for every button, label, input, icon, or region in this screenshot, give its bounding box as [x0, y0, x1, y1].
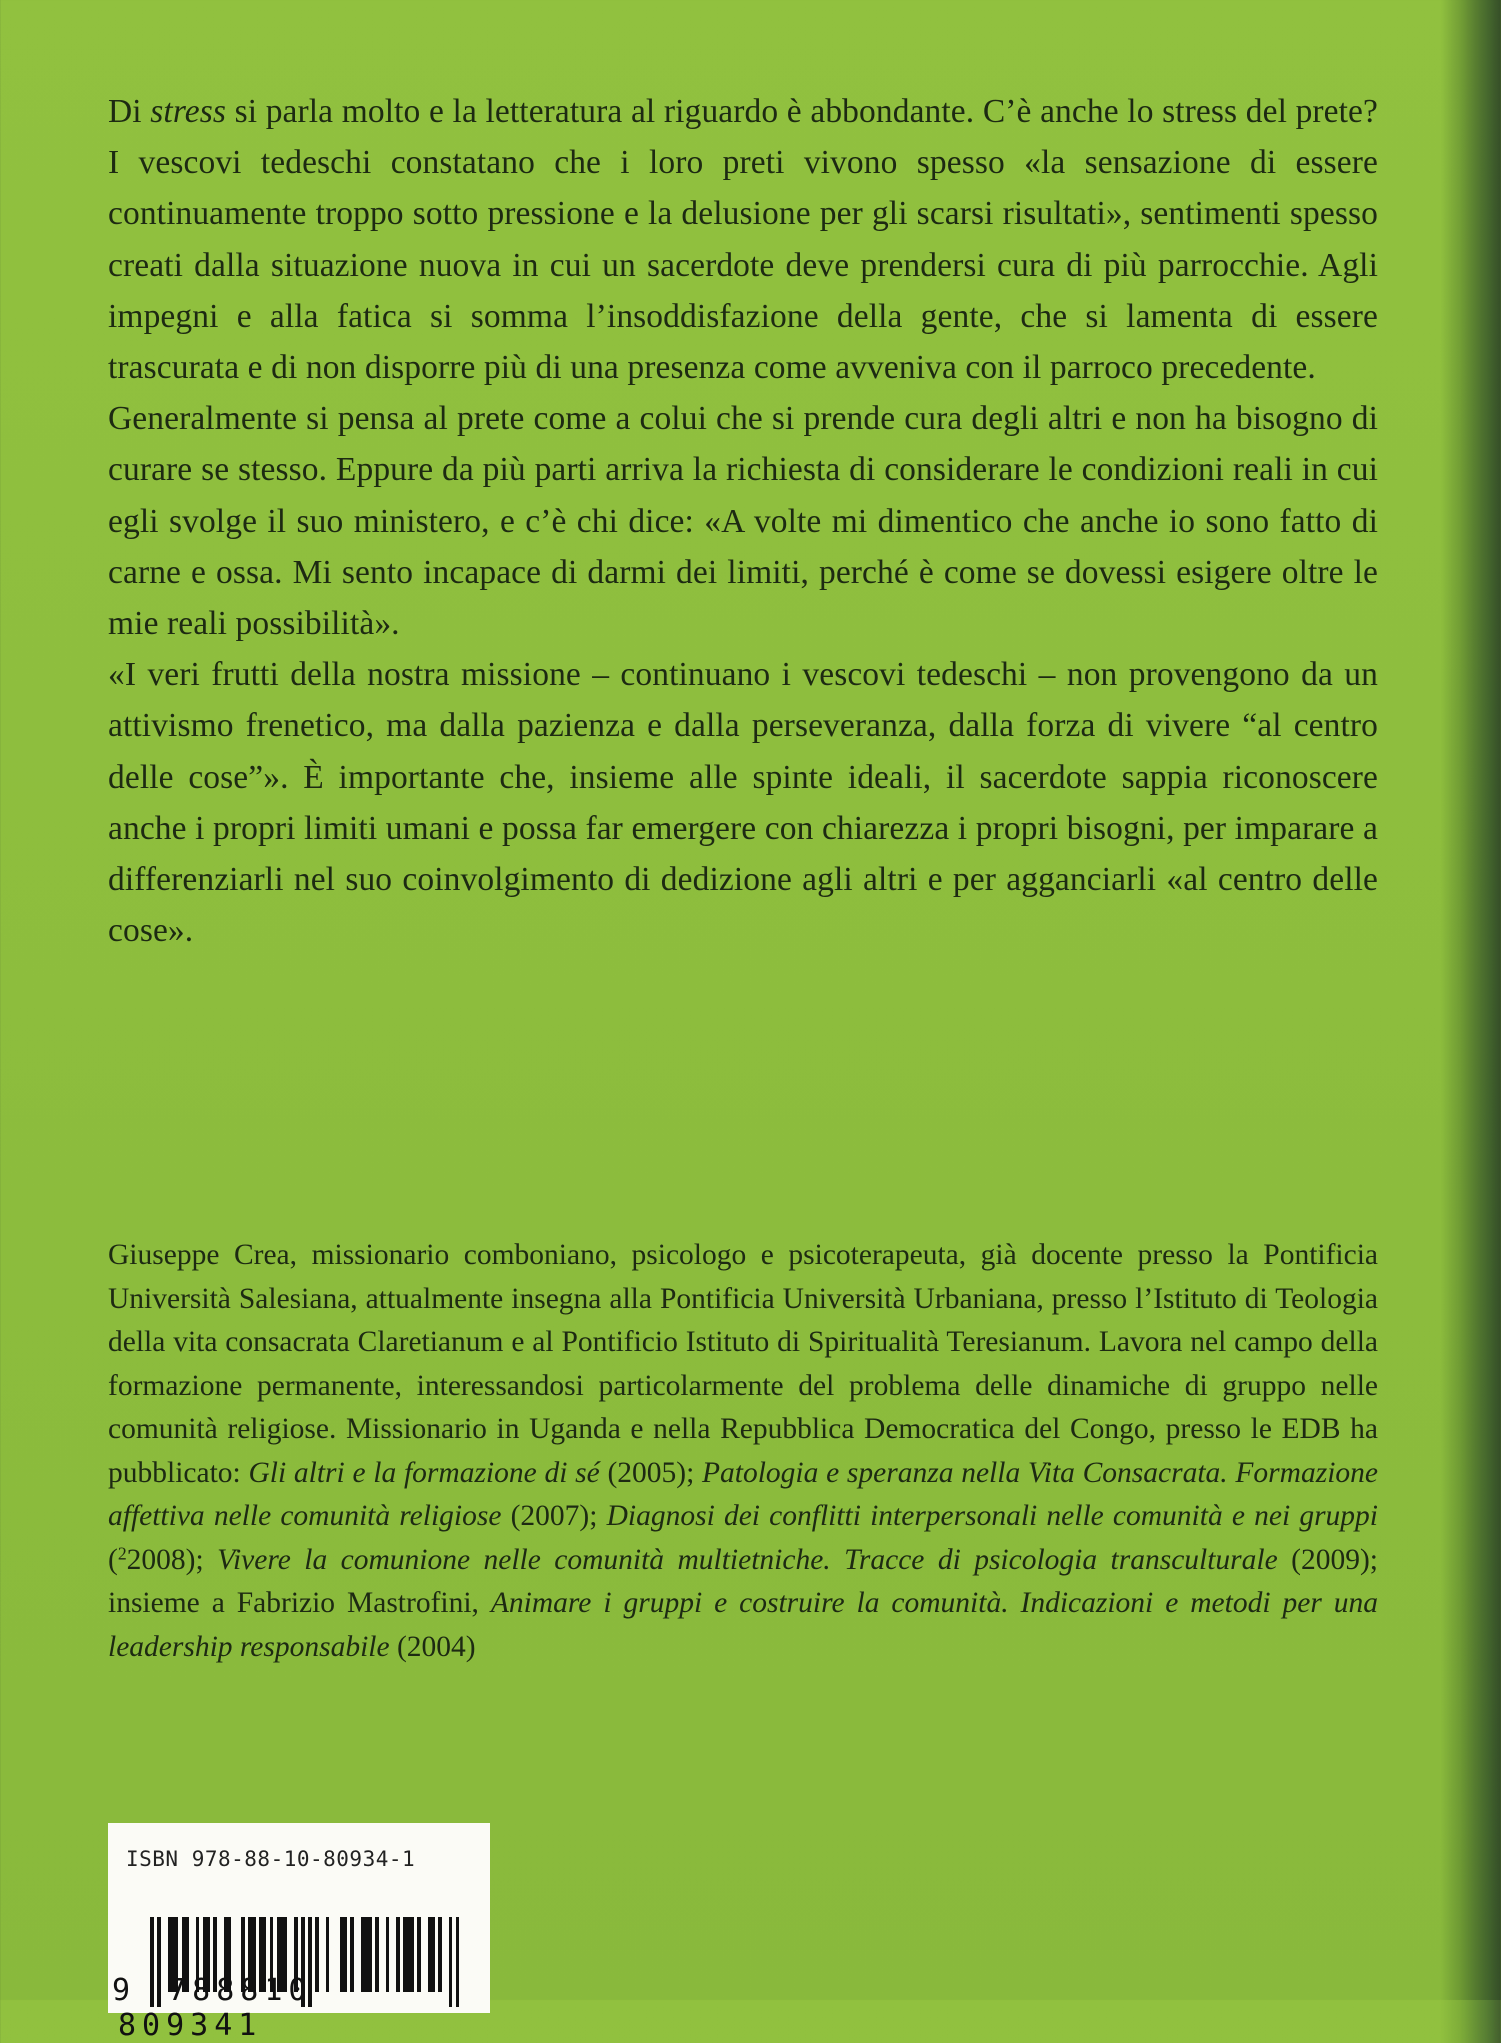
blurb-paragraph [108, 649, 1378, 956]
text-segment: (2005); [599, 1456, 703, 1489]
text-segment: (2007); [501, 1500, 607, 1532]
text-segment: (2004) [389, 1630, 476, 1663]
barcode-digit-lead: 9 [112, 1973, 137, 2008]
text-segment: «I veri frutti della nostra missione – continuano i vescovi tedeschi – non provengono da un attivismo frenetico, ma dalla pazienza e dalla perseveranza, dalla forza di vivere “al centro delle cose”». È importante che, insieme alle spinte ideali, il sacerdote sappia riconoscere anche i propri limiti umani e possa far emergere con chiarezza i propri bisogni, per imparare a differenziarli nel suo coinvolgimento di dedizione agli altri e per agganciarli «al centro delle cose». [108, 656, 1378, 950]
blurb-paragraph [108, 86, 1378, 393]
text-segment: (2009); insieme a Fabrizio Mastrofini, [108, 1543, 1378, 1619]
italic-title: Diagnosi dei conflitti interpersonali nelle comunità e nei gruppi [606, 1500, 1379, 1532]
blurb-text [108, 86, 1378, 956]
spine-shadow [1441, 0, 1501, 2000]
barcode-digits-right: 809341 [118, 2008, 263, 2043]
text-segment: 2008); [126, 1543, 218, 1576]
blurb-paragraph [108, 393, 1378, 649]
text-segment: Generalmente si pensa al prete come a colui che si prende cura degli altri e non ha bisogno di curare se stesso. Eppure da più parti arriva la richiesta di considerare le condizioni reali in cui egli svolge il suo ministero, e c’è chi dice: «A volte mi dimentico che anche io sono fatto di carne e ossa. Mi sento incapace di darmi dei limiti, perché è come se dovessi esigere oltre le mie reali possibilità». [108, 400, 1378, 643]
isbn-barcode-label [108, 1823, 490, 2043]
text-segment: 2 [117, 1542, 127, 1563]
italic-title: Gli altri e la formazione di sé [248, 1456, 600, 1489]
barcode-digits-left: 788810 [168, 1973, 313, 2008]
italic-title: Animare i gruppi e costruire la comunità. Indicazioni e metodi per una leadership responsabile [108, 1587, 1378, 1663]
text-segment: Di [108, 93, 151, 130]
text-segment: si parla molto e la letteratura al riguardo è abbondante. C’è anche lo stress del prete? I vescovi tedeschi constatano che i loro preti vivono spesso «la sensazione di essere continuamente troppo sotto pressione e la delusione per gli scarsi risultati», sentimenti spesso creati dalla situazione nuova in cui un sacerdote deve prendersi cura di più parrocchie. Agli impegni e alla fatica si somma l’insoddisfazione della gente, che si lamenta di essere trascurata e di non disporre più di una presenza come avveniva con il parroco precedente. [108, 93, 1378, 387]
barcode-digits [112, 1973, 482, 2043]
italic-title: Patologia e speranza nella Vita Consacrata. Formazione affettiva nelle comunità religiose [108, 1456, 1378, 1532]
italic-title: stress [150, 93, 226, 130]
text-segment: Giuseppe Crea, missionario comboniano, psicologo e psicoterapeuta, già docente presso la Pontificia Università Salesiana, attualmente insegna alla Pontificia Università Urbaniana, presso l’Istituto di Teologia della vita consacrata Claretianum e al Pontificio Istituto di Spiritualità Teresianum. Lavora nel campo della formazione permanente, interessandosi particolarmente del problema delle dinamiche di gruppo nelle comunità religiose. Missionario in Uganda e nella Repubblica Democratica del Congo, presso le EDB ha pubblicato: [108, 1239, 1378, 1489]
isbn-text: ISBN 978-88-10-80934-1 [126, 1847, 416, 1871]
author-bio-paragraph [108, 1234, 1378, 1669]
text-segment: ( [108, 1543, 118, 1576]
author-bio [108, 1234, 1378, 1669]
italic-title: Vivere la comunione nelle comunità multietniche. Tracce di psicologia transculturale [217, 1543, 1278, 1576]
